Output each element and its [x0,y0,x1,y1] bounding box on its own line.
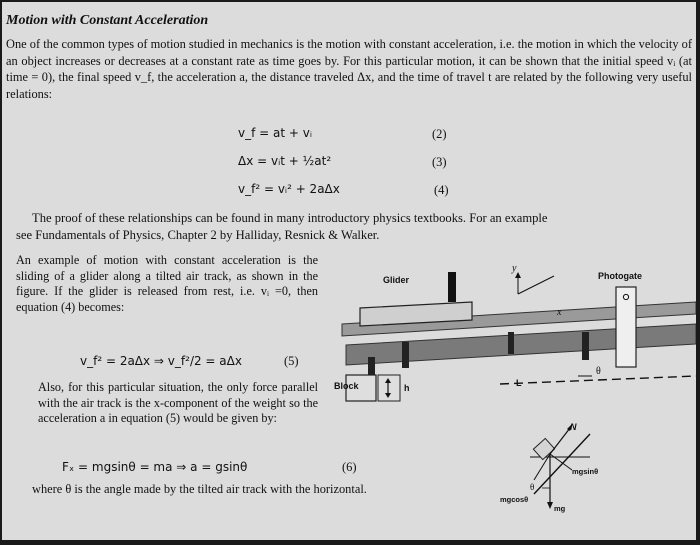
label-mgsin: mgsinθ [572,467,599,476]
equation-6-number: (6) [342,460,357,474]
air-track-figure [2,2,696,540]
also-paragraph: Also, for this particular situation, the only force parallel with the air track is the x-component of the weight so the acceleration a in equation (5) would be given by: [38,380,318,426]
force-block [533,438,554,459]
equation-2-number: (2) [432,127,447,141]
track-support [402,342,409,368]
label-h: h [404,383,410,393]
equation-3-number: (3) [432,155,447,169]
example-paragraph: An example of motion with constant acceleration is the sliding of a glider along a tilted air track, as shown in the figure. If the glider is released from rest, i.e. vᵢ =0, then equation (4) becomes: [16,253,318,314]
equation-4-number: (4) [434,183,449,197]
proof-line-2: see Fundamentals of Physics, Chapter 2 by Halliday, Resnick & Walker. [16,228,380,242]
equation-4: v_f² = vᵢ² + 2aΔx [238,182,340,196]
label-N: N [570,422,577,432]
equation-2: v_f = at + vᵢ [238,126,312,140]
glider-flag [448,272,456,302]
equation-5-number: (5) [284,354,299,368]
equation-6: Fₓ = mgsinθ = ma ⇒ a = gsinθ [62,460,248,474]
track-support [508,332,514,354]
label-mg: mg [554,504,566,513]
label-theta-track: θ [596,366,601,377]
label-y: y [512,263,517,274]
label-photogate: Photogate [598,271,642,281]
block-h-box [378,375,400,401]
equation-5: v_f² = 2aΔx ⇒ v_f²/2 = aΔx [80,354,242,368]
intro-paragraph: One of the common types of motion studied in mechanics is the motion with constant acceleration, i.e. the motion in which the velocity of an object increases or decreases at a constant rate as time goes by. For this particular motion, it can be shown that the initial speed vᵢ (at time = 0), the final speed v_f, the acceleration a, the distance traveled Δx, and the time of travel t are related by the following very useful relations: [6,37,692,101]
label-theta-force: θ [530,482,535,492]
label-glider: Glider [383,275,410,285]
where-line: where θ is the angle made by the tilted air track with the horizontal. [32,482,367,496]
document-page [2,2,696,540]
label-mgcos: mgcosθ [500,495,529,504]
label-block: Block [334,381,359,391]
track-support [582,332,589,360]
label-x: x [557,307,562,318]
proof-line-1: The proof of these relationships can be found in many introductory physics textbooks. For an example [32,211,548,225]
photogate [616,287,636,367]
label-L: L [516,378,522,388]
page-title: Motion with Constant Acceleration [6,13,209,28]
equation-3: Δx = vᵢt + ½at² [238,154,332,168]
